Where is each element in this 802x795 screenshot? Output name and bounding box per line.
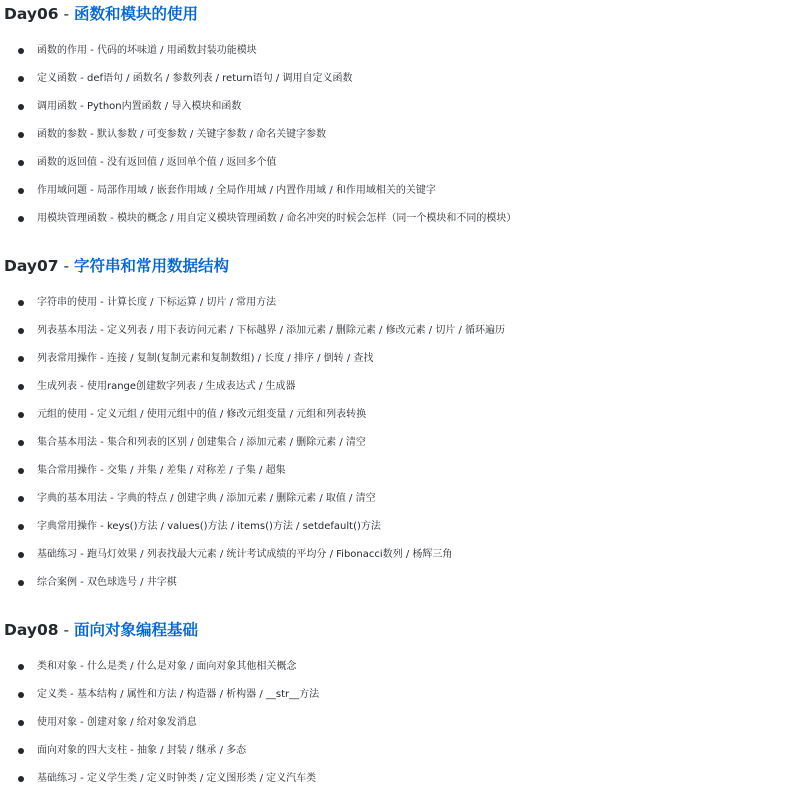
day-label: Day08 (4, 621, 59, 639)
topic-link[interactable]: 字符串和常用数据结构 (73, 257, 229, 275)
list-item: 基础练习 - 跑马灯效果 / 列表找最大元素 / 统计考试成绩的平均分 / Fibonacci数列 / 杨辉三角 (0, 541, 802, 569)
list-item: 调用函数 - Python内置函数 / 导入模块和函数 (0, 93, 802, 121)
day-label: Day06 (4, 5, 59, 23)
list-item: 使用对象 - 创建对象 / 给对象发消息 (0, 709, 802, 737)
section-heading (0, 0, 802, 28)
day-label: Day07 (4, 257, 59, 275)
list-item: 列表常用操作 - 连接 / 复制(复制元素和复制数组) / 长度 / 排序 / 倒转 / 查找 (0, 345, 802, 373)
list-item: 元组的使用 - 定义元组 / 使用元组中的值 / 修改元组变量 / 元组和列表转换 (0, 401, 802, 429)
list-item: 集合常用操作 - 交集 / 并集 / 差集 / 对称差 / 子集 / 超集 (0, 457, 802, 485)
list-item: 基础练习 - 定义学生类 / 定义时钟类 / 定义图形类 / 定义汽车类 (0, 765, 802, 793)
list-item: 字符串的使用 - 计算长度 / 下标运算 / 切片 / 常用方法 (0, 289, 802, 317)
heading-separator: - (58, 621, 74, 639)
topic-list (0, 37, 802, 233)
section-heading (0, 616, 802, 644)
list-item: 集合基本用法 - 集合和列表的区别 / 创建集合 / 添加元素 / 删除元素 / 清空 (0, 429, 802, 457)
list-item: 作用域问题 - 局部作用域 / 嵌套作用域 / 全局作用域 / 内置作用域 / 和作用域相关的关键字 (0, 177, 802, 205)
section-heading (0, 252, 802, 280)
list-item: 面向对象的四大支柱 - 抽象 / 封装 / 继承 / 多态 (0, 737, 802, 765)
list-item: 类和对象 - 什么是类 / 什么是对象 / 面向对象其他相关概念 (0, 653, 802, 681)
list-item: 列表基本用法 - 定义列表 / 用下表访问元素 / 下标越界 / 添加元素 / 删除元素 / 修改元素 / 切片 / 循环遍历 (0, 317, 802, 345)
section-day08 (0, 616, 802, 793)
heading-separator: - (58, 5, 74, 23)
list-item: 函数的作用 - 代码的坏味道 / 用函数封装功能模块 (0, 37, 802, 65)
list-item: 函数的参数 - 默认参数 / 可变参数 / 关键字参数 / 命名关键字参数 (0, 121, 802, 149)
topic-link[interactable]: 函数和模块的使用 (73, 5, 198, 23)
list-item: 函数的返回值 - 没有返回值 / 返回单个值 / 返回多个值 (0, 149, 802, 177)
list-item: 定义类 - 基本结构 / 属性和方法 / 构造器 / 析构器 / __str__方法 (0, 681, 802, 709)
list-item: 字典的基本用法 - 字典的特点 / 创建字典 / 添加元素 / 删除元素 / 取值 / 清空 (0, 485, 802, 513)
list-item: 生成列表 - 使用range创建数字列表 / 生成表达式 / 生成器 (0, 373, 802, 401)
section-day07 (0, 252, 802, 597)
topic-list (0, 289, 802, 597)
list-item: 字典常用操作 - keys()方法 / values()方法 / items()方法 / setdefault()方法 (0, 513, 802, 541)
topic-link[interactable]: 面向对象编程基础 (73, 621, 198, 639)
section-day06 (0, 0, 802, 233)
list-item: 综合案例 - 双色球选号 / 井字棋 (0, 569, 802, 597)
list-item: 用模块管理函数 - 模块的概念 / 用自定义模块管理函数 / 命名冲突的时候会怎样（同一个模块和不同的模块） (0, 205, 802, 233)
list-item: 定义函数 - def语句 / 函数名 / 参数列表 / return语句 / 调用自定义函数 (0, 65, 802, 93)
topic-list (0, 653, 802, 793)
heading-separator: - (58, 257, 74, 275)
